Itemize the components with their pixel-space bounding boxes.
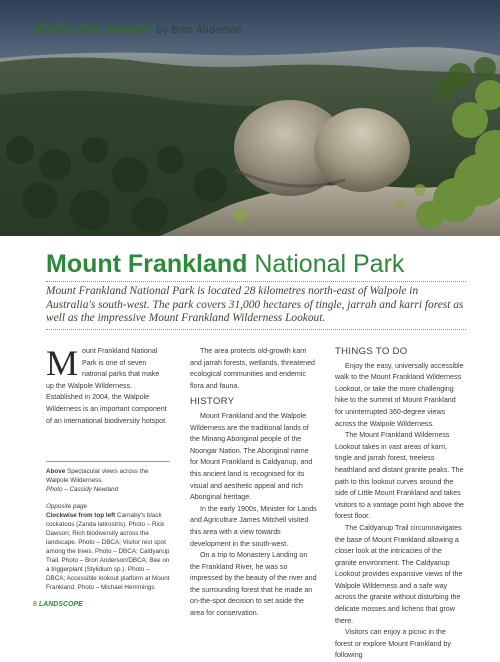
col1-paragraph: ount Frankland National Park is one of seven national parks that make up the Walpole Wilderness. Established in 2004, the Walpole Wilderness is an important component of an international biodiversity hotspot. xyxy=(46,347,168,425)
series-name: Parks for people xyxy=(34,22,154,37)
title-rule-top xyxy=(46,281,466,282)
things-to-do-heading: THINGS TO DO xyxy=(335,346,408,357)
title-bold: Mount Frankland xyxy=(46,250,248,278)
column-1 xyxy=(46,343,168,427)
col3-paragraph: Visitors can enjoy a picnic in the forest or explore Mount Frankland by following xyxy=(335,628,451,660)
history-heading: HISTORY xyxy=(190,396,235,408)
column-3 xyxy=(335,346,465,662)
lead-paragraph: Mount Frankland National Park is located 28 kilometres north-east of Walpole in Australia's south-west. The park covers 31,000 hectares of tingle, jarrah and karri forest as well as the impressive Mount Frankland Wilderness Lookout. xyxy=(46,285,464,325)
caption-above-label: Above xyxy=(46,468,66,475)
caption-opposite-bold: Clockwise from top left xyxy=(46,512,116,519)
drop-cap: M xyxy=(46,343,79,383)
col2-intro: The area protects old-growth karri and jarrah forests, wetlands, threatened ecological communities and endemic flora and fauna. xyxy=(190,347,316,390)
column-2 xyxy=(190,346,318,620)
title-rest: National Park xyxy=(247,250,405,278)
col3-paragraph: The Mount Frankland Wilderness Lookout takes in vast areas of karri, tingle and jarrah forest, treeless heathland and distant granite peaks. The path to this lookout curves around the side of Little Mount Frankland and takes visitors to a vantage point high above the forest floor. xyxy=(335,431,464,521)
col2-paragraph: Mount Frankland and the Walpole Wilderness are the traditional lands of the Minang Aboriginal people of the Noongar Nation. The Aboriginal name for Mount Frankland is Caldyanup, and this ancient land is recognised for its visual and aesthetic appeal and rich Aboriginal heritage. xyxy=(190,411,313,502)
col3-paragraph: The Caldyanup Trail circumnavigates the base of Mount Frankland allowing a closer look at the intricacies of the granite environment. The Caldyanup Lookout provides expansive views of the Walpole Wilderness and a safe way across the granite without disturbing the delicate mosses and lichens that grow there. xyxy=(335,523,463,625)
byline: by Bron Anderson xyxy=(156,25,242,36)
col2-paragraph: In the early 1900s, Minister for Lands and Agriculture James Mitchell visited this area with a view towards development in the south-west. xyxy=(190,504,317,548)
caption-above-credit: Photo – Cassidy Newland xyxy=(46,486,119,493)
col2-paragraph: On a trip to Monastery Landing on the Frankland River, he was so impressed by the beauty of the river and the surrounding forest that he made an on-the-spot decision to set aside the area for conservation. xyxy=(190,551,317,618)
series-heading xyxy=(34,22,241,37)
caption-above xyxy=(46,467,170,494)
article-title xyxy=(46,250,404,279)
photo-caption xyxy=(46,461,170,592)
caption-opposite-label: Opposite page xyxy=(46,503,87,510)
magazine-name: LANDSCOPE xyxy=(38,601,83,608)
caption-above-text: Spectacular views across the Walpole Wilderness. xyxy=(46,468,149,484)
page-number: 8 xyxy=(33,601,37,608)
page-footer xyxy=(33,601,83,608)
caption-opposite xyxy=(46,502,170,592)
caption-opposite-text: Carnaby's black cockatoos (Zanda latirostris). Photo – Rick Dawson; Rich biodiversity across the landscape. Photo – DBCA; Visitor rest spot among the trees. Photo – DBCA; Caldyanup Trail. Photo – Bron Anderson/DBCA; Bee on a triggerplant (Stylidium sp.). Photo – DBCA; Accessible lookout platform at Mount Frankland. Photo – Michael Hemmings xyxy=(46,512,170,591)
title-rule-bottom xyxy=(46,329,466,330)
col3-paragraph: Enjoy the easy, universally accessible walk to the Mount Frankland Wilderness Lookout, or take the more challenging hike to the summit of Mount Frankland for uninterrupted 360-degree views across the Walpole Wilderness. xyxy=(335,361,464,428)
